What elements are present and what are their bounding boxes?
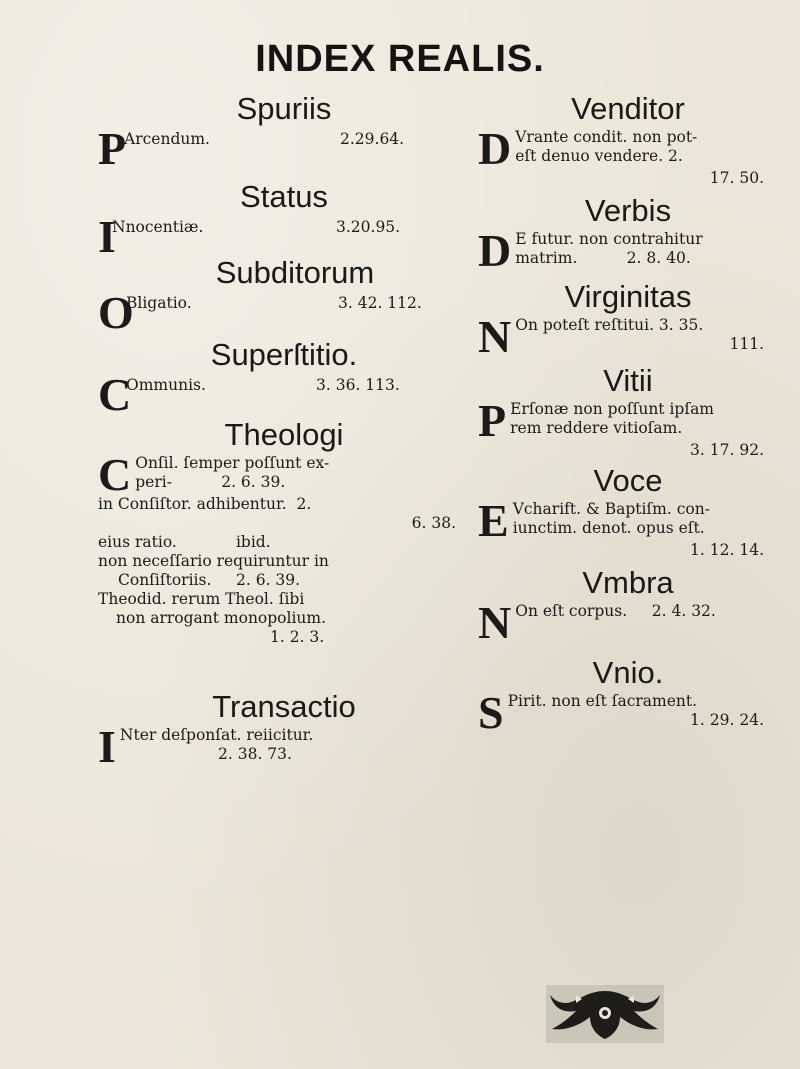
heading-transactio: Transactio [212,689,356,724]
entry-superstitio [98,369,470,420]
drop-initial: E [478,495,509,546]
heading-status: Status [240,179,328,214]
drop-initial: O [98,287,134,338]
entry-line: Conſiſtoriis. 2. 6. 39. [118,571,301,589]
entry-vnio [478,687,778,738]
drop-initial: D [478,225,512,276]
entry-vmbra [478,597,778,654]
heading-spuriis: Spuriis [236,91,332,126]
entry-transactio [98,721,470,772]
entry-line: iunctim. denot. opus eſt. [512,519,705,537]
entry-line: 3. 17. 92. [690,441,764,459]
drop-initial: D [478,123,512,174]
page-title: INDEX REALIS. [255,38,545,80]
entry-line: 17. 50. [709,169,764,187]
entry-line: Nter deſponſat. reiicitur. [119,726,314,744]
entry-line: Pirit. non eſt ſacrament. [507,692,698,710]
entry-line: Onſil. ſemper poſſunt ex- [135,454,330,472]
left-column [98,90,470,770]
entry-text: Nnocentiæ. [112,218,204,236]
drop-initial: C [98,449,132,500]
drop-initial: C [98,369,132,420]
entry-line: 1. 2. 3. [270,628,325,646]
entry-line: rem reddere vitioſam. [510,419,683,437]
entry-status [98,211,470,262]
entry-line: 6. 38. [411,514,456,532]
entry-line: eius ratio. ibid. [98,533,271,551]
entry-line: non arrogant monopolium. [116,609,327,627]
heading-voce: Voce [593,463,663,498]
entry-line: Vrante condit. non pot- [515,128,698,146]
drop-initial: P [478,395,507,446]
heading-verbis: Verbis [584,193,672,228]
heading-venditor: Venditor [571,91,685,126]
entry-voce [478,495,778,564]
heading-virginitas: Virginitas [564,279,692,314]
entry-ref: 2.29.64. [340,130,405,148]
heading-theologi: Theologi [224,417,344,452]
entry-line: matrim. 2. 8. 40. [515,249,691,267]
entry-verbis [478,225,778,278]
entry-subditorum [98,287,470,338]
drop-initial: I [98,721,116,772]
drop-initial: I [98,211,116,262]
entry-line: On eſt corpus. 2. 4. 32. [515,602,716,620]
entry-theologi [98,449,470,688]
entry-text: Bligatio. [126,294,192,312]
printer-ornament-icon [546,985,664,1043]
entry-text: Ommunis. [126,376,206,394]
heading-subditorum: Subditorum [215,255,375,290]
drop-initial: P [98,123,127,174]
entry-line: 1. 12. 14. [690,541,764,559]
drop-initial: N [478,311,512,362]
entry-line: Erſonæ non poſſunt ipſam [510,400,715,418]
entry-line: 1. 29. 24. [690,711,764,729]
entry-line: 2. 38. 73. [218,745,292,763]
entry-virginitas [478,311,778,362]
entry-vitii [478,395,778,462]
right-column [478,90,778,736]
entry-line: peri- 2. 6. 39. [135,473,286,491]
entry-line: Theodid. rerum Theol. ſibi [98,590,305,608]
entry-venditor [478,123,778,192]
entry-ref: 3. 42. 112. [338,294,422,312]
heading-vmbra: Vmbra [582,565,674,600]
entry-line: On poteſt reſtitui. 3. 35. [515,316,704,334]
entry-line: 111. [729,335,764,353]
entry-ref: 3. 36. 113. [316,376,400,394]
heading-superstitio: Superſtitio. [210,337,358,372]
entry-ref: 3.20.95. [336,218,401,236]
entry-line: non neceſſario requiruntur in [98,552,329,570]
entry-line: in Conſiſtor. adhibentur. 2. [98,495,312,513]
entry-text: Arcendum. [124,130,210,148]
entry-spuriis [98,123,470,178]
heading-vnio: Vnio. [592,655,664,690]
drop-initial: S [478,687,504,738]
entry-line: eſt denuo vendere. 2. [515,147,683,165]
entry-line: E futur. non contrahitur [515,230,703,248]
entry-line: Vcharift. & Baptiſm. con- [512,500,710,518]
drop-initial: N [478,597,512,648]
heading-vitii: Vitii [603,363,653,398]
